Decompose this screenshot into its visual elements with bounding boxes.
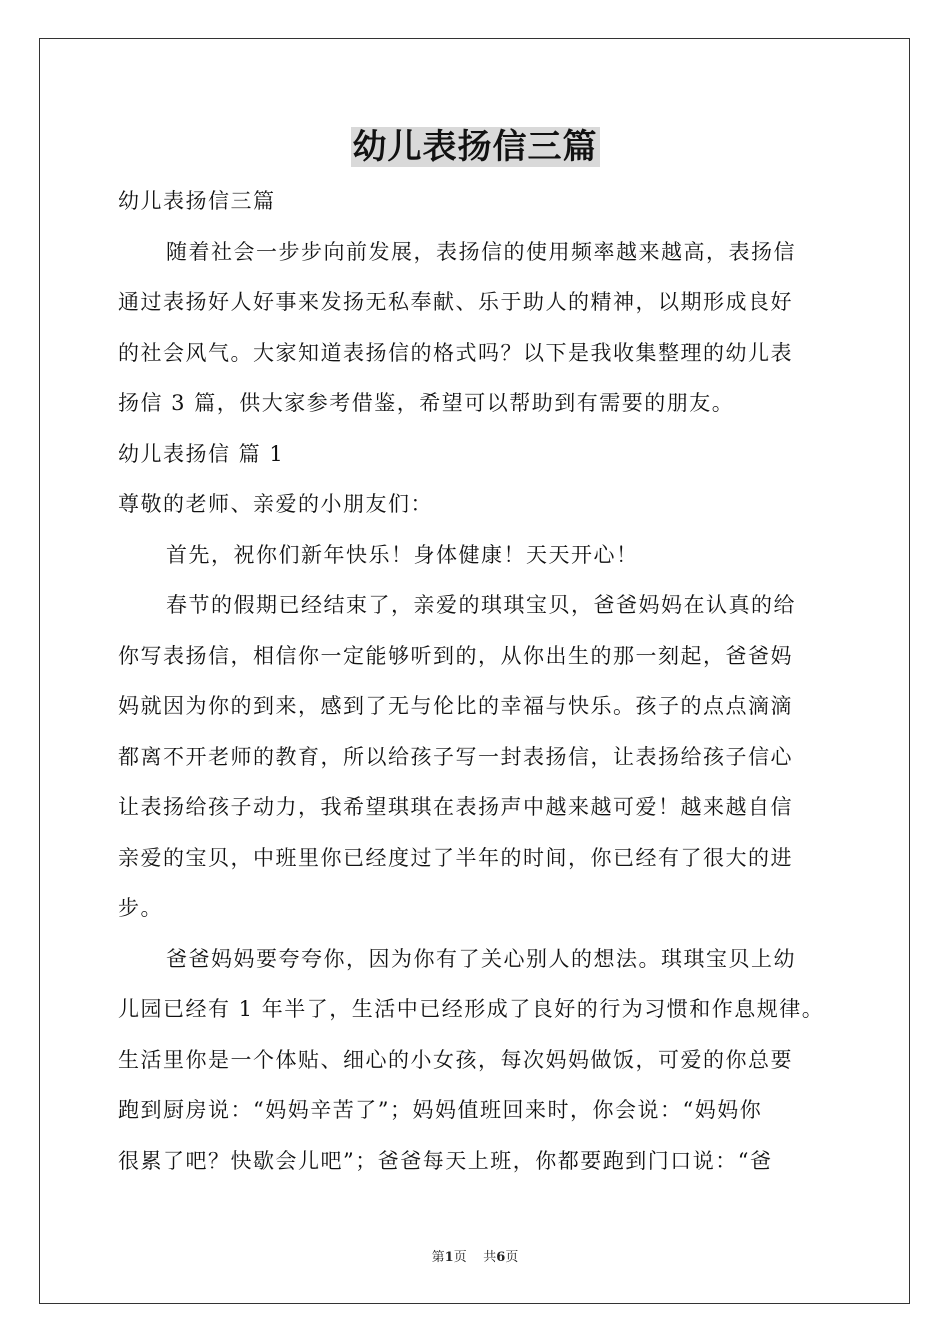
text-line: 生活里你是一个体贴、细心的小女孩，每次妈妈做饭，可爱的你总要: [118, 1047, 793, 1072]
footer-page-number: 1: [444, 1250, 454, 1265]
footer-total-pages: 6: [496, 1250, 506, 1265]
document-title: [0, 125, 950, 169]
text-line: 通过表扬好人好事来发扬无私奉献、乐于助人的精神，以期形成良好: [118, 290, 793, 314]
text-line: 儿园已经有 1 年半了，生活中已经形成了良好的行为习惯和作息规律。: [118, 997, 825, 1021]
page-footer: [0, 1246, 950, 1265]
document-title-text: 幼儿表扬信三篇: [352, 127, 598, 167]
text-line: 幼儿表扬信 篇 1: [118, 441, 285, 466]
footer-total-suffix: 页: [505, 1250, 519, 1265]
text-line: 都离不开老师的教育，所以给孩子写一封表扬信，让表扬给孩子信心: [118, 744, 793, 769]
text-line: 跑到厨房说：“妈妈辛苦了”；妈妈值班回来时，你会说：“妈妈你: [118, 1098, 763, 1122]
footer-page-suffix: 页: [453, 1250, 467, 1265]
text-line: 随着社会一步步向前发展，表扬信的使用频率越来越高，表扬信: [166, 239, 796, 264]
text-line: 的社会风气。大家知道表扬信的格式吗？以下是我收集整理的幼儿表: [118, 340, 793, 365]
text-line: 步。: [118, 896, 163, 920]
text-line: 让表扬给孩子动力，我希望琪琪在表扬声中越来越可爱！越来越自信: [118, 795, 793, 819]
text-line: 很累了吧？快歇会儿吧”；爸爸每天上班，你都要跑到门口说：“爸: [118, 1148, 773, 1173]
text-line: 首先，祝你们新年快乐！身体健康！天天开心！: [166, 542, 639, 567]
text-line: 尊敬的老师、亲爱的小朋友们：: [118, 492, 433, 516]
footer-total-prefix: 共: [483, 1250, 497, 1265]
text-line: 亲爱的宝贝，中班里你已经度过了半年的时间，你已经有了很大的进: [118, 845, 793, 870]
text-line: 幼儿表扬信三篇: [118, 189, 276, 213]
text-line: 春节的假期已经结束了，亲爱的琪琪宝贝，爸爸妈妈在认真的给: [166, 593, 796, 617]
text-line: 扬信 3 篇，供大家参考借鉴，希望可以帮助到有需要的朋友。: [118, 391, 735, 415]
document-body: [118, 176, 838, 1186]
text-line: 爸爸妈妈要夸夸你，因为你有了关心别人的想法。琪琪宝贝上幼: [166, 946, 796, 971]
text-line: 你写表扬信，相信你一定能够听到的，从你出生的那一刻起，爸爸妈: [118, 643, 793, 668]
text-line: 妈就因为你的到来，感到了无与伦比的幸福与快乐。孩子的点点滴滴: [118, 694, 793, 718]
footer-page-prefix: 第: [431, 1250, 445, 1265]
